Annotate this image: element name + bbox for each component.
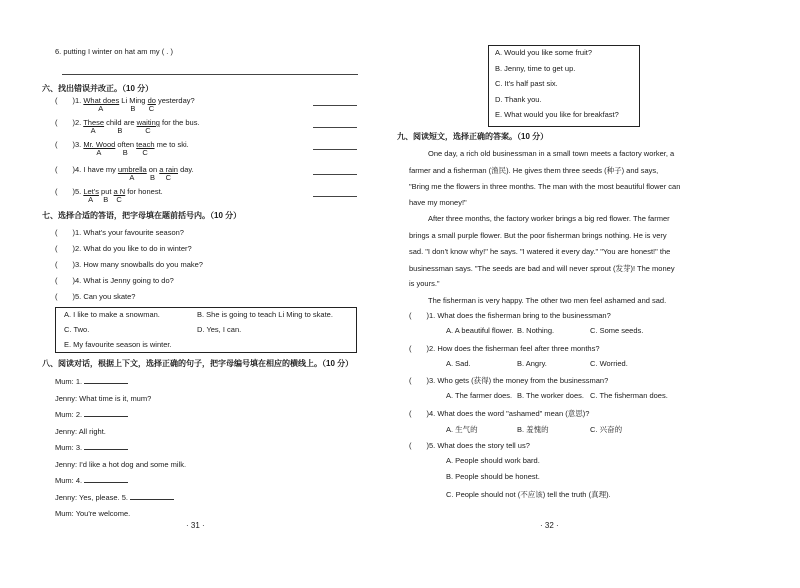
dialog-text: Jenny: Yes, please. 5. xyxy=(55,492,131,502)
error-part-a: What does xyxy=(83,96,120,105)
error-number: ( )3. xyxy=(55,140,84,149)
error-part-c: a N xyxy=(113,187,126,196)
answer-option: A. People should work bard. xyxy=(446,456,540,465)
error-rest: day. xyxy=(177,165,194,174)
error-rest: yesterday? xyxy=(155,96,195,105)
passage-line: have my money!" xyxy=(409,197,467,207)
error-letter: B xyxy=(130,104,136,113)
dialog-option: B. Jenny, time to get up. xyxy=(495,63,576,73)
error-part-a: These xyxy=(83,118,105,127)
q6-answer-line xyxy=(62,74,358,75)
answer-option: B. Nothing. xyxy=(517,326,555,335)
error-part-a: Mr. Wood xyxy=(83,140,116,149)
passage-line: is yours." xyxy=(409,279,440,289)
passage-line: brings a small purple flower. But the poor fisherman brings nothing. He is very xyxy=(409,230,667,240)
answer-option: A. Sad. xyxy=(446,359,471,368)
error-letter: A xyxy=(96,148,102,157)
error-number: ( )1. xyxy=(55,96,84,105)
answer-option: C. 兴奋的 xyxy=(590,425,623,434)
error-letter: A xyxy=(98,104,104,113)
answer-option: C. The fisherman does. xyxy=(590,391,668,400)
error-part-a: umbrella xyxy=(117,165,147,174)
passage-line: farmer and a fisherman (渔民). He gives them three seeds (种子) and says, xyxy=(409,166,659,176)
dialog-line xyxy=(55,493,174,502)
answer-option: A. 生气的 xyxy=(446,425,478,434)
dialog-text: Mum: You're welcome. xyxy=(55,509,131,518)
dialog-text: Mum: 2. xyxy=(55,410,85,419)
answer-option: C. Worried. xyxy=(590,359,628,368)
error-answer-line xyxy=(313,127,357,128)
error-letter: C xyxy=(116,195,122,204)
passage-line: One day, a rich old businessman in a small town meets a factory worker, a xyxy=(428,149,675,158)
answer-blank xyxy=(130,493,174,500)
answer-blank xyxy=(84,476,128,483)
dialog-option: C. It's half past six. xyxy=(495,79,558,89)
dialog-line xyxy=(55,410,128,419)
error-item xyxy=(55,117,200,128)
error-part-c: waiting xyxy=(136,118,160,127)
error-mid: child are xyxy=(104,118,137,127)
answer-option: A. A beautiful flower. xyxy=(446,326,514,335)
error-item xyxy=(55,164,194,175)
dialog-line xyxy=(55,394,151,403)
error-part-c: teach xyxy=(136,140,155,149)
error-rest: for honest. xyxy=(125,187,163,196)
answer-blank xyxy=(84,410,128,417)
dialog-option: A. Would you like some fruit? xyxy=(495,48,592,57)
error-letter: B xyxy=(122,148,128,157)
error-answer-line xyxy=(313,196,357,197)
dialog-text: Jenny: All right. xyxy=(55,426,106,436)
error-letter: A xyxy=(90,126,96,135)
question-item: ( )4. What is Jenny going to do? xyxy=(55,276,174,285)
section-6-title: 六、找出错误并改正。（10 分） xyxy=(42,84,154,93)
answer-blank xyxy=(84,443,128,450)
question-item: ( )5. Can you skate? xyxy=(55,292,136,301)
question-item: ( )3. How many snowballs do you make? xyxy=(55,260,203,269)
answer-option: B. The worker does. xyxy=(517,391,584,400)
reading-question: ( )4. What does the word "ashamed" mean (意思)? xyxy=(409,409,590,418)
error-letter: B xyxy=(117,126,123,135)
answer-option: C. People should not (不应该) tell the truth (真理). xyxy=(446,489,611,499)
option-c: C. Two. xyxy=(64,325,90,334)
option-d: D. Yes, I can. xyxy=(197,325,242,334)
options-box xyxy=(55,307,357,353)
error-rest: for the bus. xyxy=(159,118,200,127)
passage-line: businessman says. "The seeds are bad and will never sprout (发芽)! The money xyxy=(409,264,675,274)
question-item: ( )2. What do you like to do in winter? xyxy=(55,244,192,253)
error-rest: me to ski. xyxy=(154,140,189,149)
error-number: ( )5. xyxy=(55,187,84,196)
question-item: ( )1. What's your favourite season? xyxy=(55,228,184,237)
error-letter: B xyxy=(149,173,155,182)
answer-option: C. Some seeds. xyxy=(590,326,644,335)
option-a: A. I like to make a snowman. xyxy=(64,310,160,319)
dialog-text: Jenny: I'd like a hot dog and some milk. xyxy=(55,459,187,469)
passage-line: "Bring me the flowers in three months. The man with the most beautiful flower can xyxy=(409,181,681,191)
reading-question: ( )3. Who gets (获得) the money from the businessman? xyxy=(409,376,609,385)
error-item xyxy=(55,186,163,197)
dialog-options-box xyxy=(488,45,640,127)
error-letter: C xyxy=(145,126,151,135)
section-7-title: 七、选择合适的答语，把字母填在题前括号内。（10 分） xyxy=(42,211,242,220)
error-mid: put xyxy=(98,187,114,196)
page-number-left: · 31 · xyxy=(186,521,205,530)
reading-question: ( )5. What does the story tell us? xyxy=(409,441,530,450)
error-answer-line xyxy=(313,174,357,175)
error-part-c: a rain xyxy=(159,165,178,174)
reading-question: ( )1. What does the fisherman bring to the businessman? xyxy=(409,311,611,320)
passage-line: sad. "I don't know why!" he says. "I watered it every day." "You are honest!" the xyxy=(409,246,671,256)
dialog-text: Mum: 3. xyxy=(55,443,85,452)
option-b: B. She is going to teach Li Ming to skate. xyxy=(197,310,333,319)
q6-text: 6. putting I winter on hat am my ( . ) xyxy=(55,47,173,56)
dialog-line xyxy=(55,476,128,485)
passage-line: The fisherman is very happy. The other two men feel ashamed and sad. xyxy=(428,295,667,305)
error-mid: often xyxy=(115,140,137,149)
error-mid: Li Ming xyxy=(119,96,148,105)
answer-option: B. People should be honest. xyxy=(446,472,540,482)
dialog-line xyxy=(55,509,130,518)
answer-blank xyxy=(84,377,128,384)
answer-option: B. Angry. xyxy=(517,359,547,368)
error-letter: C xyxy=(142,148,148,157)
page-number-right: · 32 · xyxy=(540,521,559,530)
section-8-title: 八、阅读对话，根据上下文，选择正确的句子，把字母编号填在相应的横线上。（10 分） xyxy=(42,359,354,368)
dialog-line xyxy=(55,377,128,386)
error-number: ( )4. I have my xyxy=(55,165,118,174)
error-letter: B xyxy=(103,195,109,204)
dialog-option: E. What would you like for breakfast? xyxy=(495,110,619,120)
error-letter: C xyxy=(148,104,155,113)
dialog-text: Jenny: What time is it, mum? xyxy=(55,393,152,403)
reading-question: ( )2. How does the fisherman feel after three months? xyxy=(409,344,600,353)
error-part-c: do xyxy=(147,96,156,105)
option-e: E. My favourite season is winter. xyxy=(64,340,172,349)
section-9-title: 九、阅读短文，选择正确的答案。（10 分） xyxy=(397,132,549,141)
dialog-text: Mum: 4. xyxy=(55,476,85,485)
dialog-line xyxy=(55,443,128,452)
dialog-text: Mum: 1. xyxy=(55,377,85,386)
dialog-line xyxy=(55,427,106,436)
error-part-a: Let's xyxy=(83,187,99,196)
error-answer-line xyxy=(313,105,357,106)
error-answer-line xyxy=(313,149,357,150)
passage-line: After three months, the factory worker brings a big red flower. The farmer xyxy=(428,214,670,224)
dialog-line xyxy=(55,460,186,469)
error-mid: on xyxy=(146,165,160,174)
answer-option: A. The farmer does. xyxy=(446,391,513,400)
error-letter: C xyxy=(165,173,172,182)
error-number: ( )2. xyxy=(55,118,84,127)
error-letter: A xyxy=(129,173,135,182)
error-item xyxy=(55,95,195,106)
dialog-option: D. Thank you. xyxy=(495,94,542,104)
error-letter: A xyxy=(88,195,94,204)
answer-option: B. 羞愧的 xyxy=(517,425,549,434)
